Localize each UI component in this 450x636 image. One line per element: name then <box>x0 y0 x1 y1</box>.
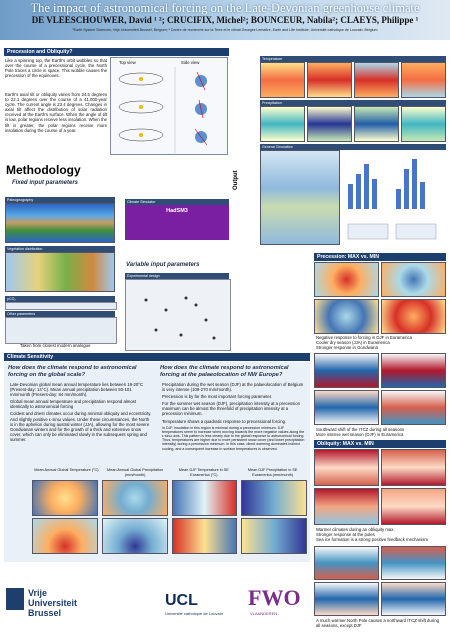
precip-map-son <box>401 106 446 142</box>
local-point-2: Precession is by far the most important forcing parameter. <box>162 394 273 400</box>
global-points <box>10 382 153 442</box>
closest-analogue-note: Taken from closest modern analogue <box>20 343 91 348</box>
prec-precip-son <box>381 390 446 425</box>
local-point-4: Temperature shows a quadratic response to precessional forcing. <box>162 418 287 424</box>
exp-design-label: Experimental design <box>125 273 229 279</box>
vegetation-label: Vegetation distribution <box>5 246 115 252</box>
methodology-heading: Methodology <box>6 163 81 177</box>
circulation-map <box>260 150 340 245</box>
poster-affiliation: ¹Earth System Sciences, Vrije Universiteit Brussel, Belgium; ² Centre de recherche sur la Terre et le climat Georges Lemaître, Earth and Life Institute, Université catholique de Louvain, Belgium <box>72 28 378 32</box>
model-name: HadSM3 <box>166 208 188 214</box>
precession-notes-a <box>316 335 444 350</box>
vub-line-1: Vrije <box>28 588 48 598</box>
surface-precip-local-b <box>241 518 307 554</box>
orbit-diagram-svg <box>113 67 227 153</box>
local-point-1: Precipitation during the wet season (DJF) at the palaeolocation of Belgium is very intense (109-270 mm/month). <box>162 382 304 393</box>
prec-temp-jja <box>314 299 379 334</box>
precipitation-maps <box>260 106 446 142</box>
fixed-params-label: Fixed input parameters <box>12 180 79 186</box>
co2-label: pCO₂ <box>5 296 115 302</box>
obl-temp-djf <box>314 449 379 486</box>
ucl-logo: UCL <box>165 592 198 609</box>
temperature-label: Temperature <box>260 56 446 62</box>
surface-precip-local-a <box>241 480 307 516</box>
climate-simulator-box <box>125 205 229 240</box>
prec-temp-son <box>381 299 446 334</box>
vegetation-map <box>5 252 115 292</box>
obl-note-2: Stronger response at the poles <box>316 532 375 538</box>
output-label: Output <box>233 170 239 190</box>
surface-col-1 <box>32 480 98 554</box>
precip-map-mam <box>307 106 352 142</box>
precession-precip-maps <box>314 353 446 425</box>
precession-notes-b <box>316 427 444 437</box>
temp-map-djf <box>260 62 305 98</box>
local-point-5: In DJF, insolation in this region is minimal during a precession minimum. DJF temperatures seem to increase when moving towards the more negative values along the ε·sinω axis. This pattern is less clearly due to the global response to astronomical forcing. Thus, temperatures are higher due to more persistent snow cover (and lower precipitation intensity) during a precession minimum. In this case, direct warming dominates indirect cooling, and a consequent increase in surface temperatures is observed. <box>162 425 305 451</box>
prec-temp-djf <box>314 262 379 297</box>
obliquity-max-min-heading: Obliquity: MAX vs. MIN <box>314 440 446 448</box>
side-view-label: Side view <box>181 60 200 65</box>
precession-temp-maps <box>314 262 446 334</box>
obliquity-text: Earth's axial tilt or obliquity varies from 24.5 degrees to 22.1 degrees over the course of a 41,000-year cycle. The current angle is 23.4 degrees. Changes in axial tilt affect the distribution of solar radiation received at the Earth's surface. When the angle of tilt is low, polar regions receive less insolation. When the tilt is greater, the polar regions receive more insolation during the course of a year. <box>5 92 107 133</box>
precession-max-min-heading: Precession: MAX vs. MIN <box>314 253 446 261</box>
response-surfaces <box>32 480 307 554</box>
precipitation-label: Precipitation <box>260 100 446 106</box>
obl-temp-jja <box>314 488 379 525</box>
vub-logo-icon <box>6 588 24 610</box>
prec-note-3: Stronger response in Gondwana <box>316 345 378 351</box>
experimental-design-box <box>125 279 231 351</box>
paleogeo-label: Paleogeography <box>5 197 115 203</box>
orbit-diagram <box>110 57 228 155</box>
temp-map-mam <box>307 62 352 98</box>
poster-title: The impact of astronomical forcing on the Late-Devonian greenhouse climate <box>30 1 420 15</box>
obl-temp-son <box>381 488 446 525</box>
poster-authors: DE VLEESCHOUWER, David ¹ ²; CRUCIFIX, Michel²; BOUNCEUR, Nabila²; CLAEYS, Philippe ¹ <box>31 15 419 25</box>
obl-note-1: Warmer climates during an obliquity max. <box>316 527 395 532</box>
sensitivity-heading: Climate Sensitivity <box>4 353 310 361</box>
surface-col-4 <box>241 480 307 554</box>
local-point-3: For the summer wet season (DJF), precipitation intensity at a precession maximum can be almost the threefold of precipitation intensity at a precession minimum. <box>162 401 301 417</box>
circulation-bars <box>344 154 446 244</box>
global-point-2: Global mean annual temperature and precipitation respond almost identically to astronomical forcing <box>10 399 137 410</box>
precip-map-djf <box>260 106 305 142</box>
surface-title-3: Mean DJF Temperature in SE Euramerica (°C) <box>178 468 229 478</box>
vub-logo-text <box>28 588 77 618</box>
temp-map-jja <box>354 62 399 98</box>
prec-note-5: More intense wet season (DJF) in Euramerica <box>316 432 404 438</box>
ucl-logo-subtitle: Université catholique de Louvain <box>165 611 223 616</box>
general-circ-label: General Circulation <box>260 144 446 150</box>
local-points <box>162 382 305 451</box>
temp-map-son <box>401 62 446 98</box>
surface-title-4: Mean DJF Precipitation in SE Euramerica (mm/month) <box>247 468 298 478</box>
co2-box <box>5 302 117 310</box>
prec-note-2: Cooler dry season (JJA) in Euramerica <box>316 340 390 346</box>
global-point-3: Coldest and driest climates occur during minimal obliquity and eccentricity. And slightly positive ε·sinω values. Under these circumstances, the North is in the aphelion during austral winter (JJA), allowing for the most severe Gondwanan winters and for the growth of a thick and extensive snow cover, which can only be eliminated slowly in the subsequent spring and summer. <box>10 411 152 442</box>
surface-temp-global-b <box>32 518 98 554</box>
precip-map-jja <box>354 106 399 142</box>
fwo-logo: FWO <box>248 585 301 610</box>
surface-temp-local-b <box>172 518 238 554</box>
prec-precip-djf <box>314 353 379 388</box>
precession-heading: Precession and Obliquity? <box>4 48 229 56</box>
temperature-maps <box>260 62 446 98</box>
vub-line-2: Universiteit <box>28 598 78 608</box>
vub-line-3: Brussel <box>28 608 62 618</box>
obl-precip-jja <box>314 582 379 616</box>
surface-temp-local-a <box>172 480 238 516</box>
obl-note-3: Sea ice formation is a strong positive feedback mechanism <box>316 537 429 543</box>
surface-title-2: Mean Annual Global Precipitation (mm/month) <box>107 468 164 478</box>
obl-note-4: A much warmer North Pole causes a northward ITCZ shift during all seasons, except DJF <box>316 618 439 629</box>
fwo-logo-subtitle: VLAANDEREN <box>250 611 278 616</box>
surface-title-1: Mean Annual Global Temperature (°C) <box>34 468 99 472</box>
obl-temp-mam <box>381 449 446 486</box>
surface-precip-global-b <box>102 518 168 554</box>
precession-text: Like a spinning top, the Earth's orbit wobbles so that over the course of a precessional cycle, the North Pole traces a circle in space. This wobble causes the precession of the equinoxes. <box>5 58 107 79</box>
local-question: How does the climate respond to astronomical forcing at the palaeolocation of NW Europe? <box>160 365 289 378</box>
climate-simulator-label: Climate Simulator <box>125 199 229 205</box>
design-scatter <box>126 280 230 350</box>
surface-precip-global-a <box>102 480 168 516</box>
output-label-wrap <box>233 160 243 220</box>
prec-precip-mam <box>381 353 446 388</box>
prec-note-1: Negative response to forcing in DJF in Euramerica <box>316 335 413 340</box>
paleogeography-map <box>5 203 115 243</box>
obl-precip-son <box>381 582 446 616</box>
surface-col-2 <box>102 480 168 554</box>
obliquity-notes-a <box>316 527 444 542</box>
global-point-1: Late-Devonian global mean annual temperature lies between 19-20°C (Present-day: 14°C). Mean annual precipitation between 93-101 mm/month (Present-day: 84 mm/month). <box>10 382 144 398</box>
prec-note-4: Southward shift of the ITCZ during all seasons <box>316 427 405 432</box>
obliquity-temp-maps <box>314 449 446 525</box>
surface-temp-global-a <box>32 480 98 516</box>
obl-precip-djf <box>314 546 379 580</box>
obliquity-precip-maps <box>314 546 446 616</box>
prec-temp-mam <box>381 262 446 297</box>
top-view-label: Top view <box>119 60 136 65</box>
prec-precip-jja <box>314 390 379 425</box>
other-params-label: Other parameters <box>5 311 115 317</box>
surface-titles <box>32 468 307 478</box>
surface-col-3 <box>172 480 238 554</box>
variable-params-label: Variable input parameters <box>126 262 200 268</box>
global-question: How does the climate respond to astronomical forcing on the global scale? <box>8 365 137 378</box>
obl-precip-mam <box>381 546 446 580</box>
other-params-box <box>5 317 117 344</box>
